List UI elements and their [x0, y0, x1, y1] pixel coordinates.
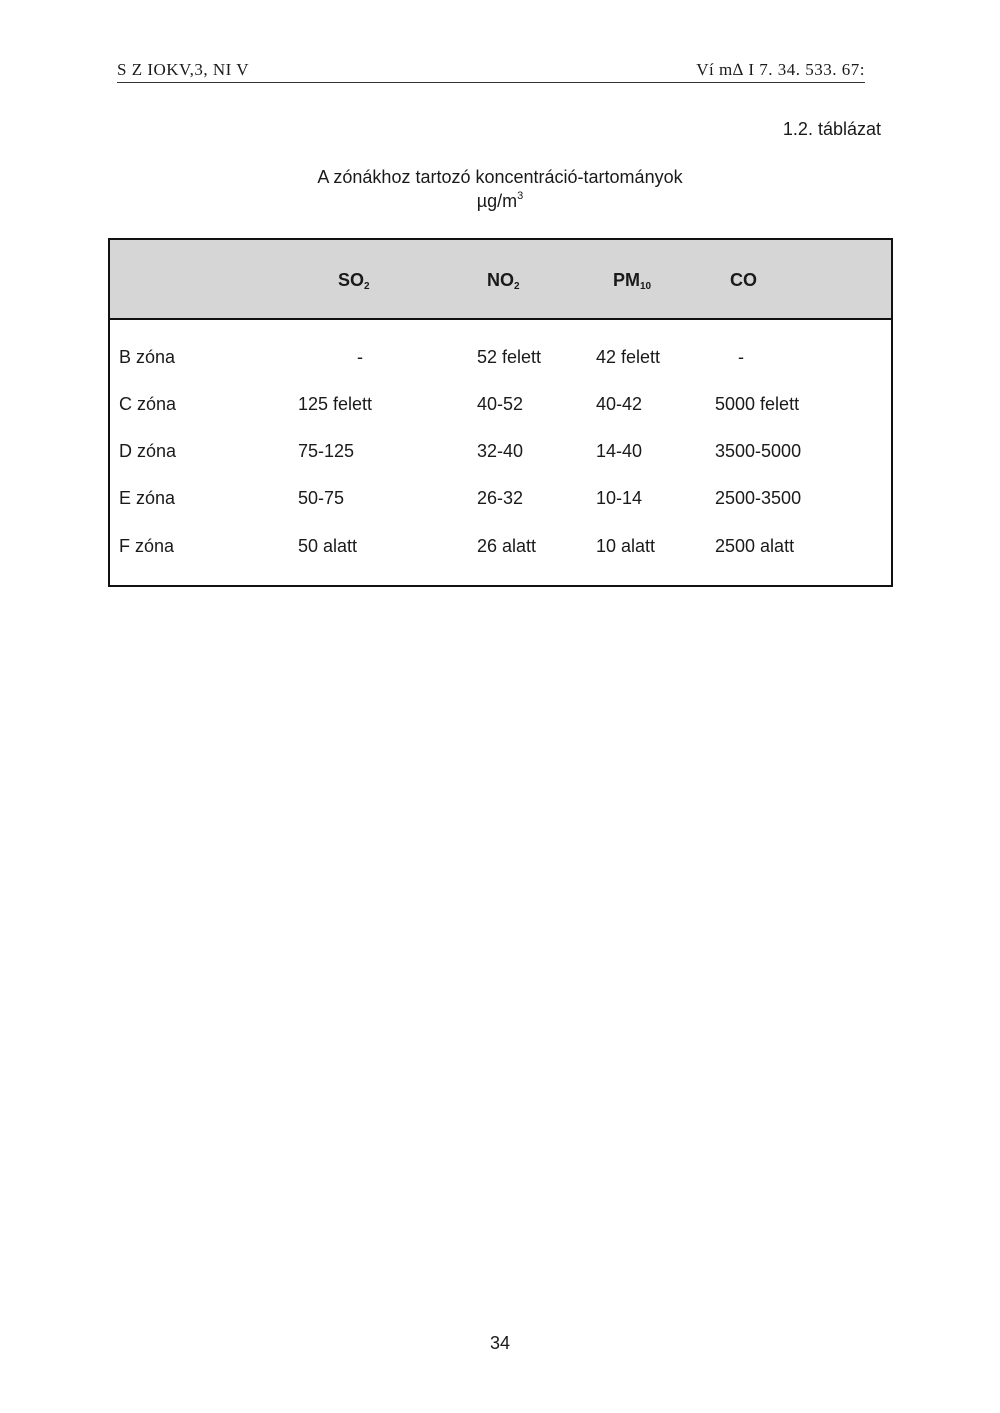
cell-no2: 40-52: [477, 394, 524, 414]
cell-no2: 26-32: [477, 488, 524, 508]
table-unit: [0, 190, 1000, 212]
column-header-subscript: 2: [364, 281, 370, 292]
table-header-row: [110, 240, 891, 320]
column-header-text: CO: [730, 270, 757, 290]
unit-base: µg/m: [476, 191, 518, 211]
column-header-so2: [338, 270, 370, 292]
column-header-subscript: 2: [514, 281, 520, 292]
column-header-text: SO: [338, 270, 365, 290]
running-header: [117, 60, 865, 83]
table-number-label: 1.2. táblázat: [782, 119, 881, 139]
page-number: 34: [489, 1333, 511, 1353]
column-header-text: NO: [487, 270, 514, 290]
column-header-pm10: [613, 270, 651, 292]
column-header-subscript: 10: [640, 281, 652, 292]
cell-so2: 50 alatt: [298, 536, 358, 556]
row-zone-label: C zóna: [119, 394, 177, 414]
cell-pm10: 40-42: [596, 394, 643, 414]
cell-co: 2500-3500: [715, 488, 802, 508]
row-zone-label: E zóna: [119, 488, 176, 508]
row-zone-label: B zóna: [119, 347, 176, 367]
cell-no2: 26 alatt: [477, 536, 537, 556]
column-header-text: PM: [613, 270, 640, 290]
cell-no2: 32-40: [477, 441, 524, 461]
cell-co: 2500 alatt: [715, 536, 795, 556]
cell-no2: 52 felett: [477, 347, 542, 367]
cell-co: 3500-5000: [715, 441, 802, 461]
concentration-table: [108, 238, 893, 587]
cell-co: -: [738, 347, 744, 367]
cell-pm10: 10-14: [596, 488, 643, 508]
row-zone-label: D zóna: [119, 441, 177, 461]
cell-so2: -: [357, 347, 363, 367]
column-header-no2: [487, 270, 520, 292]
cell-co: 5000 felett: [715, 394, 800, 414]
cell-pm10: 42 felett: [596, 347, 661, 367]
header-right-text: Ví m∆ I 7. 34. 533. 67:: [696, 60, 865, 79]
cell-so2: 50-75: [298, 488, 345, 508]
column-header-co: [730, 270, 757, 292]
cell-pm10: 14-40: [596, 441, 643, 461]
cell-pm10: 10 alatt: [596, 536, 656, 556]
unit-exponent: 3: [517, 190, 524, 202]
row-zone-label: F zóna: [119, 536, 175, 556]
cell-so2: 75-125: [298, 441, 355, 461]
table-title: A zónákhoz tartozó koncentráció-tartományok: [317, 167, 683, 187]
header-left-text: S Z IOKV,3, NI V: [117, 60, 250, 79]
cell-so2: 125 felett: [298, 394, 373, 414]
